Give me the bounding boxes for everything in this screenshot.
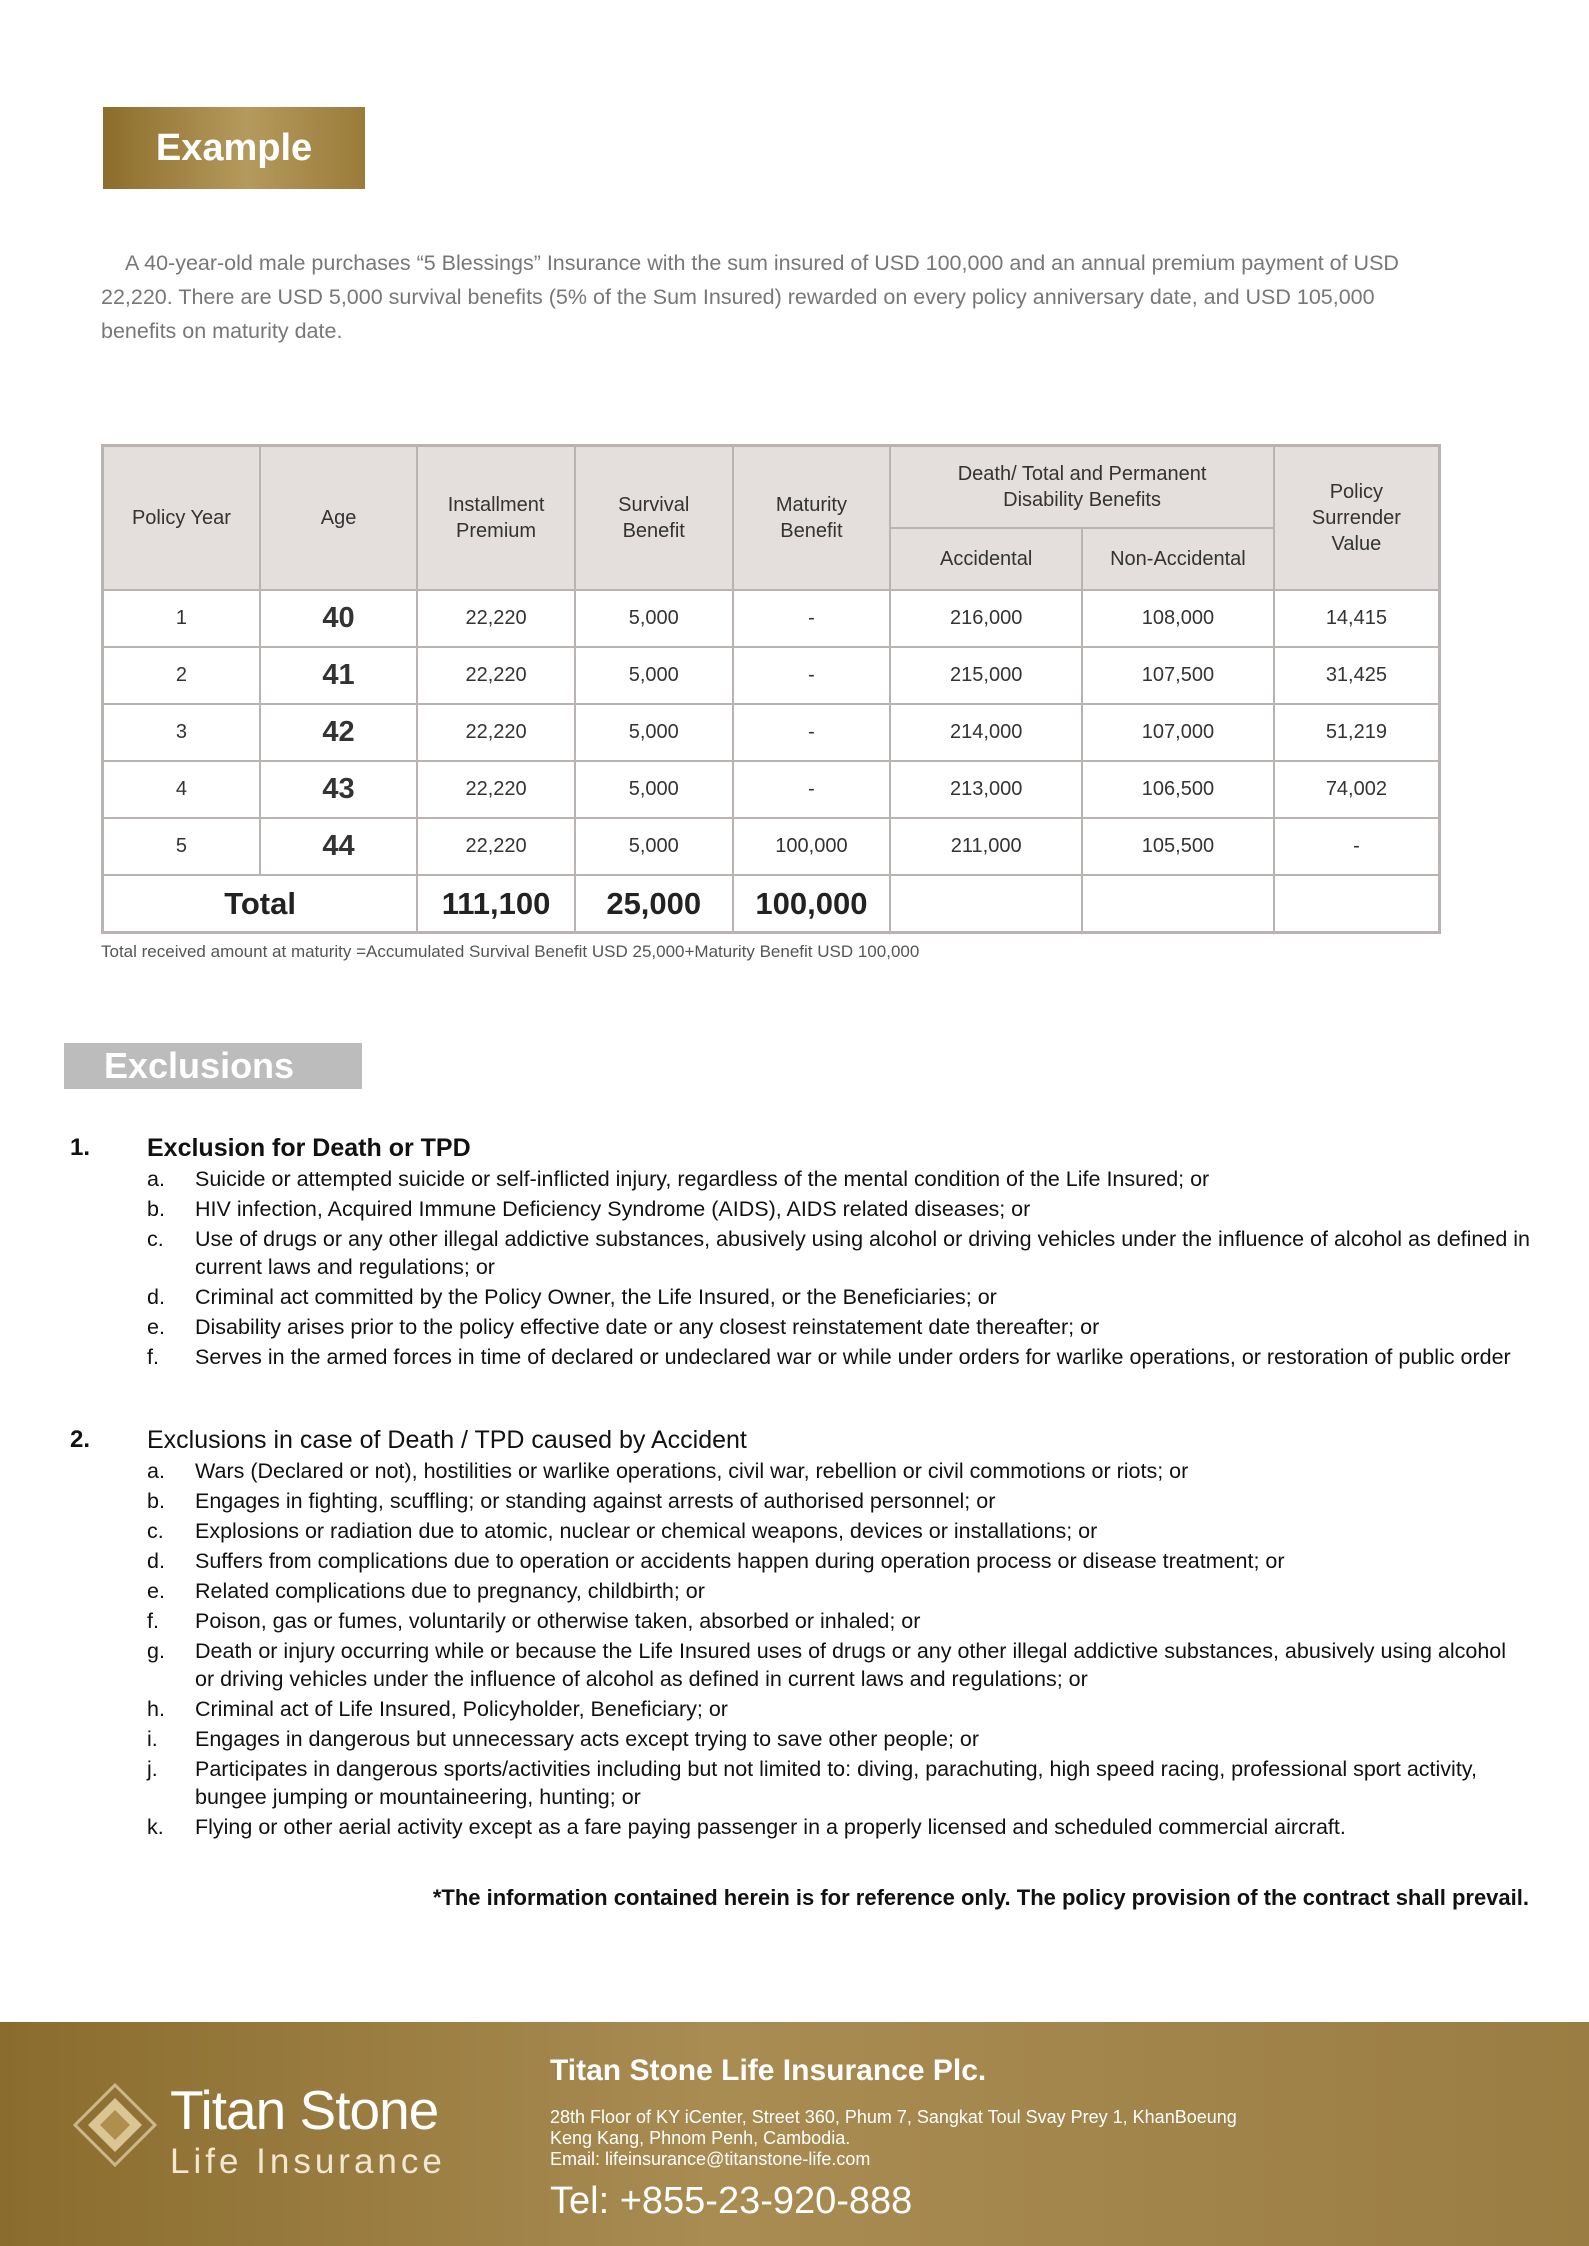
footer	[0, 2022, 1589, 2246]
header-policy-year: Policy Year	[103, 446, 260, 591]
header-non-accidental: Non-Accidental	[1082, 528, 1274, 590]
table-row	[103, 818, 1440, 875]
table-header-row	[103, 446, 1440, 529]
example-text: A 40-year-old male purchases “5 Blessings” Insurance with the sum insured of USD 100,000 and an annual premium payment of USD 22,220. There are USD 5,000 survival benefits (5% of the Sum Insured) rewarded on every policy anniversary date, and USD 105,000 benefits on maturity date.	[101, 251, 1399, 343]
cell-accidental: 213,000	[890, 761, 1082, 818]
item-letter: e.	[147, 1579, 165, 1603]
total-label: Total	[103, 875, 418, 933]
section-number: 2.	[70, 1426, 91, 1453]
item-letter: f.	[147, 1345, 159, 1369]
list-item	[70, 1755, 1530, 1811]
cell-accidental: 211,000	[890, 818, 1082, 875]
table-row	[103, 647, 1440, 704]
cell-accidental: 215,000	[890, 647, 1082, 704]
diamond-logo-icon	[70, 2080, 160, 2170]
list-item	[70, 1725, 1530, 1753]
item-text: Related complications due to pregnancy, childbirth; or	[195, 1579, 705, 1603]
list-item	[70, 1577, 1530, 1605]
header-death-tpd-label: Death/ Total and Permanent Disability Benefits	[957, 463, 1207, 511]
table-note: Total received amount at maturity =Accumulated Survival Benefit USD 25,000+Maturity Benefit USD 100,000	[101, 942, 920, 961]
example-heading: Example	[103, 107, 365, 189]
exclusion-section-2	[70, 1425, 1530, 1841]
address-line-2: Keng Kang, Phnom Penh, Cambodia.	[550, 2128, 851, 2148]
cell-age: 43	[260, 761, 417, 818]
company-address	[550, 2107, 1450, 2170]
item-letter: a.	[147, 1459, 165, 1483]
item-text: Engages in dangerous but unnecessary acts except trying to save other people; or	[195, 1727, 980, 1751]
header-accidental: Accidental	[890, 528, 1082, 590]
item-letter: e.	[147, 1315, 165, 1339]
benefits-table	[101, 444, 1441, 934]
header-survival-benefit-label: Survival Benefit	[618, 494, 690, 542]
cell-premium: 22,220	[417, 704, 575, 761]
logo-subtitle: Life Insurance	[170, 2142, 446, 2181]
total-empty-cell	[890, 875, 1082, 933]
item-letter: g.	[147, 1639, 165, 1663]
table-row	[103, 704, 1440, 761]
item-letter: d.	[147, 1549, 165, 1573]
item-letter: j.	[147, 1757, 158, 1781]
cell-maturity: 100,000	[733, 818, 891, 875]
cell-maturity: -	[733, 590, 891, 647]
cell-surrender: 74,002	[1274, 761, 1440, 818]
list-item	[70, 1813, 1530, 1841]
item-letter: c.	[147, 1227, 164, 1251]
item-letter: d.	[147, 1285, 165, 1309]
list-item	[70, 1343, 1530, 1371]
section-title: Exclusions in case of Death / TPD caused by Accident	[147, 1426, 747, 1454]
cell-premium: 22,220	[417, 647, 575, 704]
list-item	[70, 1695, 1530, 1723]
cell-age: 40	[260, 590, 417, 647]
header-death-tpd	[890, 446, 1274, 529]
cell-year: 1	[103, 590, 260, 647]
cell-year: 5	[103, 818, 260, 875]
cell-non-accidental: 105,500	[1082, 818, 1274, 875]
header-maturity-benefit	[733, 446, 891, 591]
email-line: Email: lifeinsurance@titanstone-life.com	[550, 2149, 871, 2169]
cell-survival: 5,000	[575, 818, 733, 875]
item-letter: c.	[147, 1519, 164, 1543]
cell-age: 41	[260, 647, 417, 704]
section-number: 1.	[70, 1134, 91, 1161]
list-item	[70, 1547, 1530, 1575]
item-text: Suffers from complications due to operation or accidents happen during operation process or disease treatment; or	[195, 1549, 1285, 1573]
cell-non-accidental: 107,000	[1082, 704, 1274, 761]
total-survival: 25,000	[575, 875, 733, 933]
table-row	[103, 590, 1440, 647]
exclusion-list	[70, 1457, 1530, 1841]
cell-maturity: -	[733, 761, 891, 818]
list-item	[70, 1487, 1530, 1515]
item-letter: i.	[147, 1727, 158, 1751]
cell-premium: 22,220	[417, 590, 575, 647]
item-text: Criminal act of Life Insured, Policyholder, Beneficiary; or	[195, 1697, 728, 1721]
exclusions-heading: Exclusions	[64, 1043, 362, 1089]
list-item	[70, 1457, 1530, 1485]
item-letter: k.	[147, 1815, 164, 1839]
item-text: Suicide or attempted suicide or self-inflicted injury, regardless of the mental condition of the Life Insured; or	[195, 1167, 1210, 1191]
item-text: Use of drugs or any other illegal addictive substances, abusively using alcohol or driving vehicles under the influence of alcohol as defined in current laws and regulations; or	[195, 1227, 1530, 1279]
item-text: Explosions or radiation due to atomic, nuclear or chemical weapons, devices or installations; or	[195, 1519, 1098, 1543]
address-line-1: 28th Floor of KY iCenter, Street 360, Phum 7, Sangkat Toul Svay Prey 1, KhanBoeung	[550, 2107, 1237, 2127]
cell-year: 2	[103, 647, 260, 704]
cell-age: 42	[260, 704, 417, 761]
disclaimer: *The information contained herein is for reference only. The policy provision of the contract shall prevail.	[432, 1885, 1529, 1910]
company-name: Titan Stone Life Insurance Plc.	[550, 2054, 987, 2087]
telephone: Tel: +855-23-920-888	[550, 2180, 913, 2222]
cell-maturity: -	[733, 704, 891, 761]
list-item	[70, 1225, 1530, 1281]
item-text: Poison, gas or fumes, voluntarily or otherwise taken, absorbed or inhaled; or	[195, 1609, 921, 1633]
item-letter: a.	[147, 1167, 165, 1191]
item-letter: b.	[147, 1197, 165, 1221]
header-surrender-value-label: Policy Surrender Value	[1311, 481, 1401, 555]
header-installment-premium	[417, 446, 575, 591]
total-maturity: 100,000	[733, 875, 891, 933]
item-letter: h.	[147, 1697, 165, 1721]
cell-surrender: 31,425	[1274, 647, 1440, 704]
total-empty-cell	[1274, 875, 1440, 933]
cell-surrender: 51,219	[1274, 704, 1440, 761]
item-text: Serves in the armed forces in time of declared or undeclared war or while under orders for warlike operations, or restoration of public order	[195, 1345, 1511, 1369]
cell-maturity: -	[733, 647, 891, 704]
cell-surrender: -	[1274, 818, 1440, 875]
item-letter: b.	[147, 1489, 165, 1513]
table-row	[103, 761, 1440, 818]
cell-surrender: 14,415	[1274, 590, 1440, 647]
list-item	[70, 1607, 1530, 1635]
item-letter: f.	[147, 1609, 159, 1633]
list-item	[70, 1637, 1530, 1693]
list-item	[70, 1517, 1530, 1545]
logo-name: Titan Stone	[170, 2079, 439, 2141]
header-installment-premium-label: Installment Premium	[447, 494, 545, 542]
cell-accidental: 216,000	[890, 590, 1082, 647]
cell-non-accidental: 107,500	[1082, 647, 1274, 704]
item-text: Criminal act committed by the Policy Owner, the Life Insured, or the Beneficiaries; or	[195, 1285, 997, 1309]
cell-survival: 5,000	[575, 590, 733, 647]
cell-non-accidental: 106,500	[1082, 761, 1274, 818]
exclusion-list	[70, 1165, 1530, 1371]
section-title: Exclusion for Death or TPD	[147, 1134, 471, 1162]
item-text: Disability arises prior to the policy effective date or any closest reinstatement date thereafter; or	[195, 1315, 1100, 1339]
total-premium: 111,100	[417, 875, 575, 933]
exclusion-section-1	[70, 1133, 1530, 1371]
list-item	[70, 1195, 1530, 1223]
item-text: Engages in fighting, scuffling; or standing against arrests of authorised personnel; or	[195, 1489, 996, 1513]
item-text: Participates in dangerous sports/activities including but not limited to: diving, parachuting, high speed racing, professional sport activity, bungee jumping or mountaineering, hunting; or	[195, 1757, 1477, 1809]
header-maturity-benefit-label: Maturity Benefit	[775, 494, 847, 542]
list-item	[70, 1313, 1530, 1341]
item-text: Death or injury occurring while or because the Life Insured uses of drugs or any other illegal addictive substances, abusively using alcohol or driving vehicles under the influence of alcohol as defined in current laws and regulations; or	[195, 1639, 1507, 1691]
cell-non-accidental: 108,000	[1082, 590, 1274, 647]
cell-premium: 22,220	[417, 761, 575, 818]
cell-age: 44	[260, 818, 417, 875]
cell-survival: 5,000	[575, 647, 733, 704]
cell-year: 3	[103, 704, 260, 761]
item-text: Flying or other aerial activity except as a fare paying passenger in a properly licensed and scheduled commercial aircraft.	[195, 1815, 1346, 1839]
item-text: HIV infection, Acquired Immune Deficiency Syndrome (AIDS), AIDS related diseases; or	[195, 1197, 1031, 1221]
item-text: Wars (Declared or not), hostilities or warlike operations, civil war, rebellion or civil commotions or riots; or	[195, 1459, 1189, 1483]
header-surrender-value	[1274, 446, 1440, 591]
table-total-row	[103, 875, 1440, 933]
list-item	[70, 1283, 1530, 1311]
list-item	[70, 1165, 1530, 1193]
cell-accidental: 214,000	[890, 704, 1082, 761]
cell-survival: 5,000	[575, 704, 733, 761]
header-survival-benefit	[575, 446, 733, 591]
header-age: Age	[260, 446, 417, 591]
cell-year: 4	[103, 761, 260, 818]
total-empty-cell	[1082, 875, 1274, 933]
example-paragraph	[101, 246, 1401, 348]
cell-survival: 5,000	[575, 761, 733, 818]
cell-premium: 22,220	[417, 818, 575, 875]
